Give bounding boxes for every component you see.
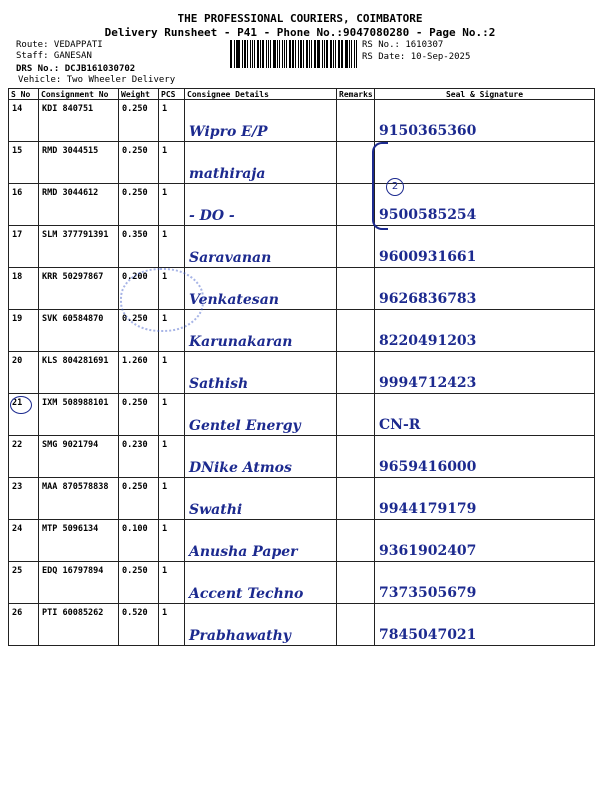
barcode-bar (236, 40, 237, 68)
remarks-cell (337, 352, 375, 394)
barcode-bar (234, 40, 235, 68)
table-row (9, 268, 595, 310)
table-row (9, 436, 595, 478)
barcode-bar (295, 40, 296, 68)
remarks-cell (337, 562, 375, 604)
table-row (9, 310, 595, 352)
barcode-bar (300, 40, 302, 68)
sno-cell: 20 (9, 352, 39, 394)
col-sno: S No (9, 89, 39, 100)
barcode-bar (306, 40, 309, 68)
staff-text: Staff: GANESAN (16, 51, 92, 61)
signature-cell (375, 226, 595, 268)
pcs-cell: 1 (159, 394, 185, 436)
consignee-cell-text: Swathi (189, 502, 243, 518)
barcode-bar (282, 40, 284, 68)
weight-cell: 0.200 (119, 268, 159, 310)
sno-cell: 24 (9, 520, 39, 562)
signature-cell (375, 184, 595, 226)
weight-cell: 0.350 (119, 226, 159, 268)
weight-cell: 0.250 (119, 310, 159, 352)
signature-cell-text: 9626836783 (379, 291, 477, 307)
signature-cell (375, 604, 595, 646)
consignee-cell (185, 352, 337, 394)
barcode-bar (318, 40, 320, 68)
signature-cell-text: 9944179179 (379, 501, 477, 517)
barcode-bar (242, 40, 243, 68)
barcode-bar (351, 40, 353, 68)
rs-number: RS No.: 1610307 (362, 40, 444, 50)
barcode-bar (250, 40, 251, 68)
consignee-cell-text: Venkatesan (189, 292, 279, 308)
weight-cell: 0.230 (119, 436, 159, 478)
table-header-row (9, 89, 595, 100)
signature-cell (375, 352, 595, 394)
consignee-cell-text: Wipro E/P (189, 124, 268, 140)
consignee-cell (185, 268, 337, 310)
signature-cell-text: CN-R (379, 417, 421, 433)
col-remarks: Remarks (337, 89, 375, 100)
weight-cell: 0.520 (119, 604, 159, 646)
route-text: Route: VEDAPPATI (16, 40, 103, 50)
barcode-bar (324, 40, 325, 68)
consignee-cell-text: Sathish (189, 376, 249, 392)
col-signature: Seal & Signature (375, 89, 595, 100)
barcode-bar (244, 40, 246, 68)
barcode-bar (330, 40, 332, 68)
barcode-bar (268, 40, 269, 68)
barcode-bar (333, 40, 334, 68)
weight-cell: 0.250 (119, 478, 159, 520)
consignment-cell: IXM 508988101 (39, 394, 119, 436)
barcode-bar (292, 40, 295, 68)
signature-cell-text: 9361902407 (379, 543, 477, 559)
circled-row-mark (10, 396, 32, 414)
signature-cell (375, 142, 595, 184)
table-row (9, 100, 595, 142)
barcode-bar (254, 40, 255, 68)
consignee-cell-text: Saravanan (189, 250, 272, 266)
pcs-cell: 1 (159, 478, 185, 520)
col-pcs: PCS (159, 89, 185, 100)
weight-cell: 0.100 (119, 520, 159, 562)
barcode-bar (317, 40, 318, 68)
pcs-cell: 1 (159, 310, 185, 352)
remarks-cell (337, 226, 375, 268)
pcs-cell: 1 (159, 604, 185, 646)
consignee-cell (185, 142, 337, 184)
sno-cell: 14 (9, 100, 39, 142)
consignment-cell: RMD 3044612 (39, 184, 119, 226)
barcode-bar (335, 40, 336, 68)
consignment-cell: PTI 60085262 (39, 604, 119, 646)
weight-cell: 0.250 (119, 394, 159, 436)
pcs-cell: 1 (159, 520, 185, 562)
consignment-cell: SVK 60584870 (39, 310, 119, 352)
signature-cell (375, 478, 595, 520)
weight-cell: 0.250 (119, 184, 159, 226)
signature-cell-text: 7373505679 (379, 585, 477, 601)
barcode-bar (277, 40, 278, 68)
weight-cell: 1.260 (119, 352, 159, 394)
pcs-cell: 1 (159, 352, 185, 394)
consignment-cell: MAA 870578838 (39, 478, 119, 520)
col-weight: Weight (119, 89, 159, 100)
barcode-bar (345, 40, 348, 68)
consignment-cell: MTP 5096134 (39, 520, 119, 562)
barcode-bar (341, 40, 342, 68)
barcode-bar (279, 40, 280, 68)
sno-cell: 23 (9, 478, 39, 520)
table-row (9, 142, 595, 184)
consignment-cell: KRR 50297867 (39, 268, 119, 310)
sno-cell: 26 (9, 604, 39, 646)
consignee-cell (185, 520, 337, 562)
weight-cell: 0.250 (119, 142, 159, 184)
runsheet-table (8, 88, 595, 646)
pcs-cell: 1 (159, 436, 185, 478)
signature-cell-text: 9150365360 (379, 123, 477, 139)
document-subtitle: Delivery Runsheet - P41 - Phone No.:9047080280 - Page No.:2 (104, 26, 496, 39)
barcode-bar (303, 40, 304, 68)
table-row (9, 562, 595, 604)
barcode-bar (237, 40, 240, 68)
table-row (9, 184, 595, 226)
consignee-cell (185, 100, 337, 142)
pcs-cell: 1 (159, 100, 185, 142)
signature-cell-text: 7845047021 (379, 627, 477, 643)
sno-cell: 17 (9, 226, 39, 268)
barcode-bar (314, 40, 316, 68)
signature-cell-text: 9994712423 (379, 375, 477, 391)
sno-cell: 22 (9, 436, 39, 478)
pcs-cell: 1 (159, 142, 185, 184)
consignee-cell-text: - DO - (189, 208, 235, 224)
table-row (9, 394, 595, 436)
consignment-cell: RMD 3044515 (39, 142, 119, 184)
col-consignment: Consignment No (39, 89, 119, 100)
consignee-cell (185, 478, 337, 520)
consignee-cell (185, 226, 337, 268)
barcode-bar (273, 40, 276, 68)
consignee-cell-text: Anusha Paper (189, 544, 298, 560)
barcode-bar (349, 40, 350, 68)
remarks-cell (337, 478, 375, 520)
barcode-bar (354, 40, 355, 68)
signature-cell (375, 394, 595, 436)
barcode-bar (298, 40, 299, 68)
remarks-cell (337, 310, 375, 352)
consignee-cell (185, 184, 337, 226)
signature-cell (375, 100, 595, 142)
remarks-cell (337, 520, 375, 562)
consignee-cell-text: Gentel Energy (189, 418, 301, 434)
signature-cell (375, 562, 595, 604)
barcode-bar (309, 40, 310, 68)
barcode-bar (260, 40, 261, 68)
barcode-bar (266, 40, 267, 68)
signature-cell (375, 520, 595, 562)
consignment-cell: SLM 377791391 (39, 226, 119, 268)
barcode-bar (289, 40, 291, 68)
consignment-cell: EDQ 16797894 (39, 562, 119, 604)
sno-cell: 15 (9, 142, 39, 184)
signature-cell (375, 310, 595, 352)
barcode-bar (257, 40, 260, 68)
table-row (9, 352, 595, 394)
remarks-cell (337, 184, 375, 226)
table-row (9, 478, 595, 520)
barcode-bar (247, 40, 249, 68)
barcode-bar (230, 40, 232, 68)
rs-date: RS Date: 10-Sep-2025 (362, 52, 471, 62)
barcode-bar (326, 40, 329, 68)
pcs-cell: 1 (159, 184, 185, 226)
sno-cell: 25 (9, 562, 39, 604)
sno-cell: 21 (9, 394, 39, 436)
table-row (9, 520, 595, 562)
barcode-image (230, 40, 358, 68)
barcode-bar (322, 40, 323, 68)
remarks-cell (337, 436, 375, 478)
consignee-cell-text: Prabhawathy (189, 628, 291, 644)
remarks-cell (337, 604, 375, 646)
signature-cell-text: 8220491203 (379, 333, 477, 349)
consignee-cell-text: mathiraja (189, 166, 266, 182)
weight-cell: 0.250 (119, 562, 159, 604)
consignee-cell (185, 310, 337, 352)
signature-cell-text: 9659416000 (379, 459, 477, 475)
remarks-cell (337, 142, 375, 184)
col-consignee: Consignee Details (185, 89, 337, 100)
consignment-cell: SMG 9021794 (39, 436, 119, 478)
faded-stamp (120, 268, 204, 332)
barcode-bar (286, 40, 287, 68)
weight-cell: 0.250 (119, 100, 159, 142)
pcs-cell: 1 (159, 562, 185, 604)
sno-cell: 19 (9, 310, 39, 352)
pcs-cell: 1 (159, 226, 185, 268)
sno-cell: 18 (9, 268, 39, 310)
document-title: THE PROFESSIONAL COURIERS, COIMBATORE (177, 12, 423, 25)
vehicle-text: Vehicle: Two Wheeler Delivery (18, 75, 176, 85)
barcode-bar (311, 40, 312, 68)
table-row (9, 226, 595, 268)
barcode-bar (252, 40, 253, 68)
signature-cell-text: 9500585254 (379, 207, 477, 223)
consignment-cell: KDI 840751 (39, 100, 119, 142)
barcode-bar (356, 40, 357, 68)
signature-cell (375, 436, 595, 478)
circled-number-mark: 2 (386, 178, 404, 196)
consignee-cell (185, 394, 337, 436)
signature-cell-text: 9600931661 (379, 249, 477, 265)
remarks-cell (337, 394, 375, 436)
consignment-cell: KLS 804281691 (39, 352, 119, 394)
table-row (9, 604, 595, 646)
consignee-cell (185, 604, 337, 646)
barcode-bar (262, 40, 264, 68)
consignee-cell-text: DNike Atmos (189, 460, 292, 476)
remarks-cell (337, 100, 375, 142)
sno-cell: 16 (9, 184, 39, 226)
signature-cell (375, 268, 595, 310)
barcode-bar (284, 40, 285, 68)
consignee-cell-text: Accent Techno (189, 586, 304, 602)
remarks-cell (337, 268, 375, 310)
barcode-bar (270, 40, 272, 68)
consignee-cell (185, 436, 337, 478)
consignee-cell (185, 562, 337, 604)
pcs-cell: 1 (159, 268, 185, 310)
drs-text: DRS No.: DCJB161030702 (16, 64, 136, 74)
barcode-bar (338, 40, 340, 68)
barcode-bar (342, 40, 343, 68)
consignee-cell-text: Karunakaran (189, 334, 293, 350)
